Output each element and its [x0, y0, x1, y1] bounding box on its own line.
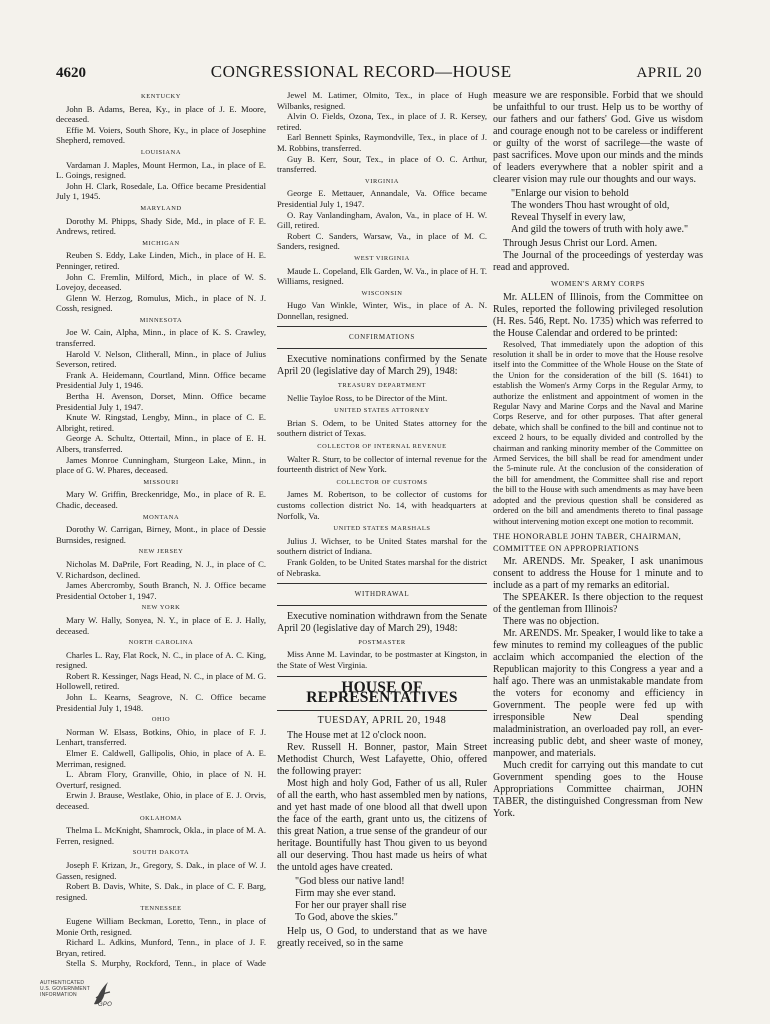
seal-line: U.S. GOVERNMENT [40, 986, 90, 992]
confirmation-entry: James M. Robertson, to be collector of customs for customs collection district No. 14, with headquarters at Norfolk, Va. [277, 489, 487, 521]
nomination-entry: Stella S. Murphy, Rockford, Tenn., in place of Wade [66, 958, 266, 969]
divider [277, 583, 487, 584]
state-heading: MICHIGAN [142, 239, 180, 247]
running-title: CONGRESSIONAL RECORD—HOUSE [210, 62, 512, 81]
nomination-entry: Knute W. Ringstad, Lengby, Minn., in place of C. E. Albright, retired. [56, 412, 266, 433]
state-heading: OKLAHOMA [139, 814, 183, 822]
house-paragraph: Rev. Russell H. Bonner, pastor, Main Street Methodist Church, West Lafayette, Ohio, offered the following prayer: [277, 742, 487, 778]
house-paragraph: The House met at 12 o'clock noon. [287, 730, 427, 742]
texas-continued [277, 90, 487, 175]
nomination-entry: Effie M. Voiers, South Shore, Ky., in place of Josephine Shepherd, removed. [56, 124, 266, 146]
prayer-continued: measure we are responsible. Forbid that we should be unfaithful to our trust. Help us to be worthy of our fathers and our fathers' God. Give us wisdom and courage enough not to be careless or indifferent or guilty of the worst of sacrilege—the waste of past sacrifices. Move upon our minds and the minds of leaders everywhere that a nobler spirit and a clearer vision may rule our thoughts and our ways. [493, 90, 703, 185]
nomination-entry: James Abercromby, South Branch, N. J. Office became Presidential October 1, 1947. [56, 580, 266, 601]
nomination-entry: Dorothy W. Carrigan, Birney, Mont., in place of Dessie Burnsides, resigned. [56, 524, 266, 545]
running-date: APRIL 20 [636, 65, 702, 81]
nomination-entry: Jewel M. Latimer, Olmito, Tex., in place of Hugh Wilbanks, resigned. [277, 90, 487, 111]
nomination-entry: Erwin J. Brause, Westlake, Ohio, in place of E. J. Orvis, deceased. [56, 790, 266, 811]
verse-line: "Enlarge our vision to behold [511, 188, 629, 199]
withdrawal-entry: Miss Anne M. Lavindar, to be postmaster at Kingston, in the State of West Virginia. [277, 649, 487, 670]
verse-line: And gild the towers of truth with holy awe." [511, 224, 689, 235]
prayer-verse [277, 876, 487, 924]
verse-line: Firm may she ever stand. [295, 888, 396, 900]
house-date: TUESDAY, APRIL 20, 1948 [317, 714, 447, 726]
nomination-entry: Norman W. Elsass, Botkins, Ohio, in place of F. J. Lenhart, transferred. [56, 726, 266, 748]
verse-line: To God, above the skies." [295, 912, 398, 924]
prayer-paragraph: Most high and holy God, Father of us all, Ruler of all the earth, who hast assembled men by nations, and yet hast made of one blood all that dwell upon the face of the earth, grant unto us, the citizens of this great Nation, a true sense of the grandeur of our heritage. Bountifully hast Thou given to us beyond all our deserving. Thou hast made us heirs of what the untold ages have created. [277, 778, 487, 874]
nomination-entry: Earl Bennett Spinks, Raymondville, Tex., in place of J. M. Robbins, transferred. [277, 132, 487, 153]
nomination-entry: John L. Kearns, Seagrove, N. C. Office became Presidential July 1, 1948. [56, 692, 266, 713]
seal-line: AUTHENTICATED [40, 980, 85, 986]
nomination-entry: Vardaman J. Maples, Mount Hermon, La., in place of E. L. Goings, resigned. [56, 159, 266, 181]
state-heading: KENTUCKY [141, 93, 181, 100]
verse-line: The wonders Thou hast wrought of old, [511, 200, 670, 211]
nomination-entry: Mary W. Griffin, Breckenridge, Mo., in place of R. E. Chadic, deceased. [56, 489, 266, 510]
state-heading: NEW JERSEY [138, 548, 184, 556]
state-heading: NEW YORK [141, 604, 181, 612]
taber-heading: THE HONORABLE JOHN TABER, CHAIRMAN, COMMITTEE ON APPROPRIATIONS [493, 531, 682, 553]
nomination-entry: Thelma L. McKnight, Shamrock, Okla., in place of M. A. Ferren, resigned. [56, 825, 266, 846]
confirmation-entry: Frank Golden, to be United States marshal for the district of Nebraska. [277, 556, 487, 578]
taber-paragraph: Mr. ARENDS. Mr. Speaker, I ask unanimous consent to address the House for 1 minute and to include as a part of my remarks an editorial. [493, 556, 703, 592]
nomination-entry: Joseph F. Krizan, Jr., Gregory, S. Dak., in place of W. J. Gassen, resigned. [56, 859, 266, 881]
state-heading: WISCONSIN [361, 289, 403, 297]
state-heading: WEST VIRGINIA [354, 254, 410, 262]
column-3 [493, 90, 703, 970]
state-heading: MONTANA [142, 513, 180, 521]
divider [277, 348, 487, 349]
withdrawal-subheading: POSTMASTER [358, 638, 406, 646]
nomination-entry: Guy B. Kerr, Sour, Tex., in place of O. C. Arthur, transferred. [277, 153, 487, 175]
nomination-entry: Elmer E. Caldwell, Gallipolis, Ohio, in place of A. E. Merriman, resigned. [56, 748, 266, 769]
nomination-entry: James Monroe Cunningham, Sturgeon Lake, Minn., in place of G. W. Phares, deceased. [56, 454, 266, 476]
nomination-entry: O. Ray Vanlandingham, Avalon, Va., in place of H. W. Gill, retired. [277, 209, 487, 231]
nomination-entry: John C. Fremlin, Milford, Mich., in place of W. S. Lovejoy, deceased. [56, 271, 266, 293]
confirmations-heading: CONFIRMATIONS [349, 333, 415, 342]
verse-line: "God bless our native land! [295, 876, 405, 888]
wac-paragraph: Mr. ALLEN of Illinois, from the Committee on Rules, reported the following privileged resolution (H. Res. 546, Rept. No. 1735) which was referred to the House Calendar and ordered to be printed: [493, 291, 703, 339]
nomination-entry: Joe W. Cain, Alpha, Minn., in place of K. S. Crawley, transferred. [56, 327, 266, 349]
confirmation-subheading: TREASURY DEPARTMENT [337, 382, 427, 390]
confirmation-subheading: UNITED STATES MARSHALS [333, 525, 431, 533]
nomination-entry: Reuben S. Eddy, Lake Linden, Mich., in place of H. E. Penninger, retired. [56, 250, 266, 271]
gpo-mark: GPO [98, 1002, 112, 1008]
nomination-entry: John B. Adams, Berea, Ky., in place of J. E. Moore, deceased. [56, 103, 266, 125]
state-heading: MINNESOTA [139, 316, 183, 324]
wac-heading: WOMEN'S ARMY CORPS [550, 279, 646, 288]
seal-line: INFORMATION [40, 992, 77, 998]
confirmation-entry: Walter R. Sturr, to be collector of internal revenue for the fourteenth district of New York. [277, 453, 487, 475]
confirmation-entry: Brian S. Odem, to be United States attorney for the southern district of Texas. [277, 417, 487, 439]
confirmations-intro: Executive nominations confirmed by the Senate April 20 (legislative day of March 29), 1948: [277, 354, 487, 378]
nomination-entry: Dorothy M. Phipps, Shady Side, Md., in place of F. E. Andrews, retired. [56, 215, 266, 237]
nomination-entry: Charles L. Ray, Flat Rock, N. C., in place of A. C. King, resigned. [56, 649, 266, 671]
journal-line: The Journal of the proceedings of yesterday was read and approved. [493, 250, 703, 273]
nomination-entry: Nicholas M. DaPrile, Fort Reading, N. J., in place of C. V. Richardson, declined. [56, 558, 266, 580]
amen-line: Through Jesus Christ our Lord. Amen. [503, 238, 658, 249]
nomination-entry: John H. Clark, Rosedale, La. Office became Presidential July 1, 1945. [56, 180, 266, 202]
withdrawal-intro: Executive nomination withdrawn from the Senate April 20 (legislative day of March 29), 1948: [277, 610, 487, 634]
taber-paragraph: There was no objection. [503, 616, 600, 628]
column-1 [56, 90, 266, 970]
state-heading: TENNESSEE [140, 905, 182, 913]
divider [277, 326, 487, 327]
state-heading: VIRGINIA [365, 177, 399, 185]
verse-line: Reveal Thyself in every law, [511, 212, 626, 223]
prayer-verse [493, 188, 703, 236]
nomination-entry: Robert B. Davis, White, S. Dak., in place of C. F. Barg, resigned. [56, 881, 266, 902]
confirmation-entry: Julius J. Wichser, to be United States marshal for the southern district of Indiana. [277, 535, 487, 557]
nomination-entry: Alvin O. Fields, Ozona, Tex., in place of J. R. Kersey, retired. [277, 111, 487, 132]
nomination-entry: George A. Schultz, Ottertail, Minn., in place of E. H. Albers, transferred. [56, 433, 266, 454]
state-nominations [277, 177, 487, 322]
nomination-entry: Robert C. Sanders, Warsaw, Va., in place of M. C. Sanders, resigned. [277, 230, 487, 252]
nomination-entry: L. Abram Flory, Granville, Ohio, in place of N. H. Overturf, resigned. [56, 769, 266, 790]
nomination-entry: Glenn W. Herzog, Romulus, Mich., in place of N. J. Cossh, resigned. [56, 292, 266, 314]
nomination-entry: Frank A. Heidemann, Courtland, Minn. Office became Presidential July 1, 1946. [56, 369, 266, 391]
resolution-text: Resolved, That immediately upon the adoption of this resolution it shall be in order to move that the House resolve itself into the Committee of the Whole House on the State of the Union for the consideration of the bill (S. 1641) to establish the Women's Army Corps in the Regular Army, to authorize the enlistment and appointment of women in the Regular Navy and Marine Corps and the Naval and Marine Corps Reserve, and for other purposes. That after general debate, which shall be confined to the bill and continue not to exceed 2 hours, to be equally divided and controlled by the chairman and ranking minority member of the Committee on Armed Services, the bill shall be read for amendment under the 5-minute rule. At the conclusion of the consideration of the bill for amendment, the Committee shall rise and report the bill to the House with such amendments as may have been adopted and the previous question shall be considered as ordered on the bill and amendments thereto to final passage without intervening motion except one motion to recommit. [493, 339, 703, 526]
nomination-entry: Harold V. Nelson, Clitherall, Minn., in place of Julius Severson, retired. [56, 348, 266, 370]
state-heading: SOUTH DAKOTA [132, 849, 190, 857]
page-header [56, 62, 702, 84]
confirmation-entry: Nellie Tayloe Ross, to be Director of the Mint. [287, 392, 448, 403]
state-heading: OHIO [151, 716, 171, 724]
gpo-authentication-seal [40, 978, 130, 1018]
state-heading: MARYLAND [140, 204, 182, 212]
nomination-entry: Mary W. Hally, Sonyea, N. Y., in place of E. J. Hally, deceased. [56, 614, 266, 636]
divider [277, 605, 487, 606]
prayer-paragraph: Help us, O God, to understand that as we have greatly received, so in the same [277, 926, 487, 950]
verse-line: For her our prayer shall rise [295, 900, 407, 912]
nomination-entry: Bertha H. Avenson, Dorset, Minn. Office became Presidential July 1, 1947. [56, 391, 266, 412]
withdrawal-heading: WITHDRAWAL [354, 590, 410, 599]
state-heading: MISSOURI [143, 478, 179, 486]
taber-paragraph: Mr. ARENDS. Mr. Speaker, I would like to take a few minutes to remind my colleagues of the public acclaim which accompanied the election of the Republican majority to this Congress a year and a half ago. There was an unmistakable mandate from the voters for economy and efficiency in Government. The people were fed up with irresponsible New Deal spending maladministration, an overloaded pay roll, an ever-increasing public debt, and sheer waste of money, manpower, and materials. [493, 628, 703, 760]
confirmation-subheading: UNITED STATES ATTORNEY [334, 407, 430, 415]
state-heading: NORTH CAROLINA [128, 639, 194, 647]
state-heading: LOUISIANA [140, 148, 182, 156]
confirmation-subheading: COLLECTOR OF INTERNAL REVENUE [317, 443, 447, 451]
taber-paragraph: The SPEAKER. Is there objection to the request of the gentleman from Illinois? [493, 592, 703, 616]
nomination-entry: Hugo Van Winkle, Winter, Wis., in place of A. N. Donnellan, resigned. [277, 300, 487, 321]
confirmations-list [277, 381, 487, 578]
divider [277, 676, 487, 677]
nomination-entry: Maude L. Copeland, Elk Garden, W. Va., in place of H. T. Williams, resigned. [277, 265, 487, 287]
taber-paragraph: Much credit for carrying out this mandate to cut Government spending goes to the House Appropriations Committee chairman, JOHN TABER, the distinguished Congressman from New York. [493, 760, 703, 820]
confirmation-subheading: COLLECTOR OF CUSTOMS [336, 478, 428, 486]
divider [277, 710, 487, 711]
nomination-entry: Eugene William Beckman, Loretto, Tenn., in place of Monie Orth, resigned. [56, 915, 266, 937]
nomination-entry: George E. Mettauer, Annandale, Va. Office became Presidential July 1, 1947. [277, 188, 487, 209]
nomination-entry: Richard L. Adkins, Munford, Tenn., in place of J. F. Bryan, retired. [56, 937, 266, 958]
house-heading: HOUSE OF REPRESENTATIVES [306, 678, 458, 707]
column-2 [277, 90, 487, 970]
nomination-entry: Robert R. Kessinger, Nags Head, N. C., in place of M. G. Hollowell, retired. [56, 670, 266, 692]
page-number: 4620 [56, 65, 86, 81]
